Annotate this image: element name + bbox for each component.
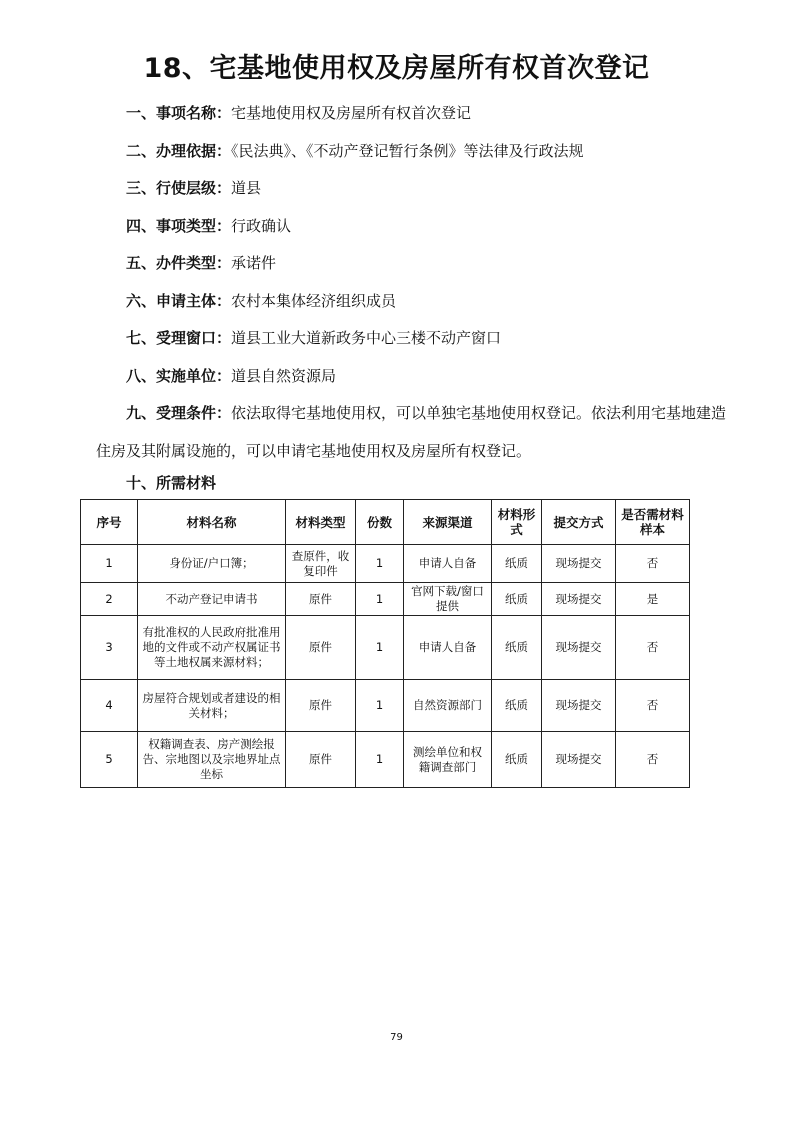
- table-cell: 纸质: [492, 545, 542, 583]
- table-cell: 原件: [286, 732, 356, 788]
- item-window: 七、受理窗口：道县工业大道新政务中心三楼不动产窗口: [126, 329, 502, 347]
- table-cell: 2: [81, 583, 138, 616]
- table-cell: 查原件，收复印件: [286, 545, 356, 583]
- table-row: [81, 616, 690, 680]
- header-cell: 材料形式: [492, 500, 542, 545]
- table-cell: 现场提交: [542, 583, 616, 616]
- table-cell: 1: [356, 680, 404, 732]
- table-cell: 1: [81, 545, 138, 583]
- table-cell: 1: [356, 583, 404, 616]
- item-name: 一、事项名称：宅基地使用权及房屋所有权首次登记: [126, 104, 472, 122]
- table-cell: 有批准权的人民政府批准用地的文件或不动产权属证书等土地权属来源材料；: [138, 616, 286, 680]
- materials-table: [80, 499, 690, 788]
- table-cell: 纸质: [492, 616, 542, 680]
- header-cell: 份数: [356, 500, 404, 545]
- table-cell: 申请人自备: [404, 616, 492, 680]
- table-cell: 否: [616, 545, 690, 583]
- item-applicant: 六、申请主体：农村本集体经济组织成员: [126, 291, 397, 310]
- table-cell: 现场提交: [542, 616, 616, 680]
- table-cell: 原件: [286, 680, 356, 732]
- page-number: 79: [390, 1032, 403, 1043]
- item-basis: 二、办理依据：《民法典》、《不动产登记暂行条例》等法律及行政法规: [126, 141, 584, 160]
- item-type: 四、事项类型：行政确认: [126, 216, 292, 235]
- table-cell: 是: [616, 583, 690, 616]
- table-cell: 身份证/户口簿；: [138, 545, 286, 583]
- header-cell: 提交方式: [542, 500, 616, 545]
- table-cell: 4: [81, 680, 138, 732]
- item-conditions: 九、受理条件：依法取得宅基地使用权，可以单独宅基地使用权登记。依法利用宅基地建造住房及其附属设施的，可以申请宅基地使用权及房屋所有权登记。: [96, 404, 727, 460]
- table-row: [81, 732, 690, 788]
- table-cell: 权籍调查表、房产测绘报告、宗地图以及宗地界址点坐标: [138, 732, 286, 788]
- table-cell: 测绘单位和权籍调查部门: [404, 732, 492, 788]
- page-title: 18、宅基地使用权及房屋所有权首次登记: [143, 53, 650, 84]
- item-level: 三、行使层级：道县: [126, 179, 262, 197]
- table-cell: 3: [81, 616, 138, 680]
- table-header-row: [81, 500, 690, 545]
- header-cell: 材料名称: [138, 500, 286, 545]
- header-cell: 材料类型: [286, 500, 356, 545]
- table-cell: 纸质: [492, 680, 542, 732]
- table-cell: 不动产登记申请书: [138, 583, 286, 616]
- table-cell: 现场提交: [542, 680, 616, 732]
- table-cell: 否: [616, 680, 690, 732]
- table-row: [81, 583, 690, 616]
- table-cell: 自然资源部门: [404, 680, 492, 732]
- table-cell: 原件: [286, 583, 356, 616]
- header-cell: 是否需材料样本: [616, 500, 690, 545]
- header-cell: 序号: [81, 500, 138, 545]
- table-cell: 5: [81, 732, 138, 788]
- item-unit: 八、实施单位：道县自然资源局: [126, 366, 337, 385]
- item-list: [96, 100, 736, 474]
- table-row: [81, 680, 690, 732]
- table-cell: 1: [356, 732, 404, 788]
- table-cell: 否: [616, 616, 690, 680]
- table-cell: 现场提交: [542, 545, 616, 583]
- table-cell: 现场提交: [542, 732, 616, 788]
- table-cell: 1: [356, 616, 404, 680]
- table-cell: 纸质: [492, 732, 542, 788]
- materials-heading: 十、所需材料: [126, 474, 217, 492]
- item-case-type: 五、办件类型：承诺件: [126, 254, 277, 272]
- table-cell: 房屋符合规划或者建设的相关材料；: [138, 680, 286, 732]
- table-cell: 纸质: [492, 583, 542, 616]
- table-cell: 申请人自备: [404, 545, 492, 583]
- table-cell: 官网下载/窗口提供: [404, 583, 492, 616]
- table-row: [81, 545, 690, 583]
- table-cell: 否: [616, 732, 690, 788]
- header-cell: 来源渠道: [404, 500, 492, 545]
- table-cell: 原件: [286, 616, 356, 680]
- table-cell: 1: [356, 545, 404, 583]
